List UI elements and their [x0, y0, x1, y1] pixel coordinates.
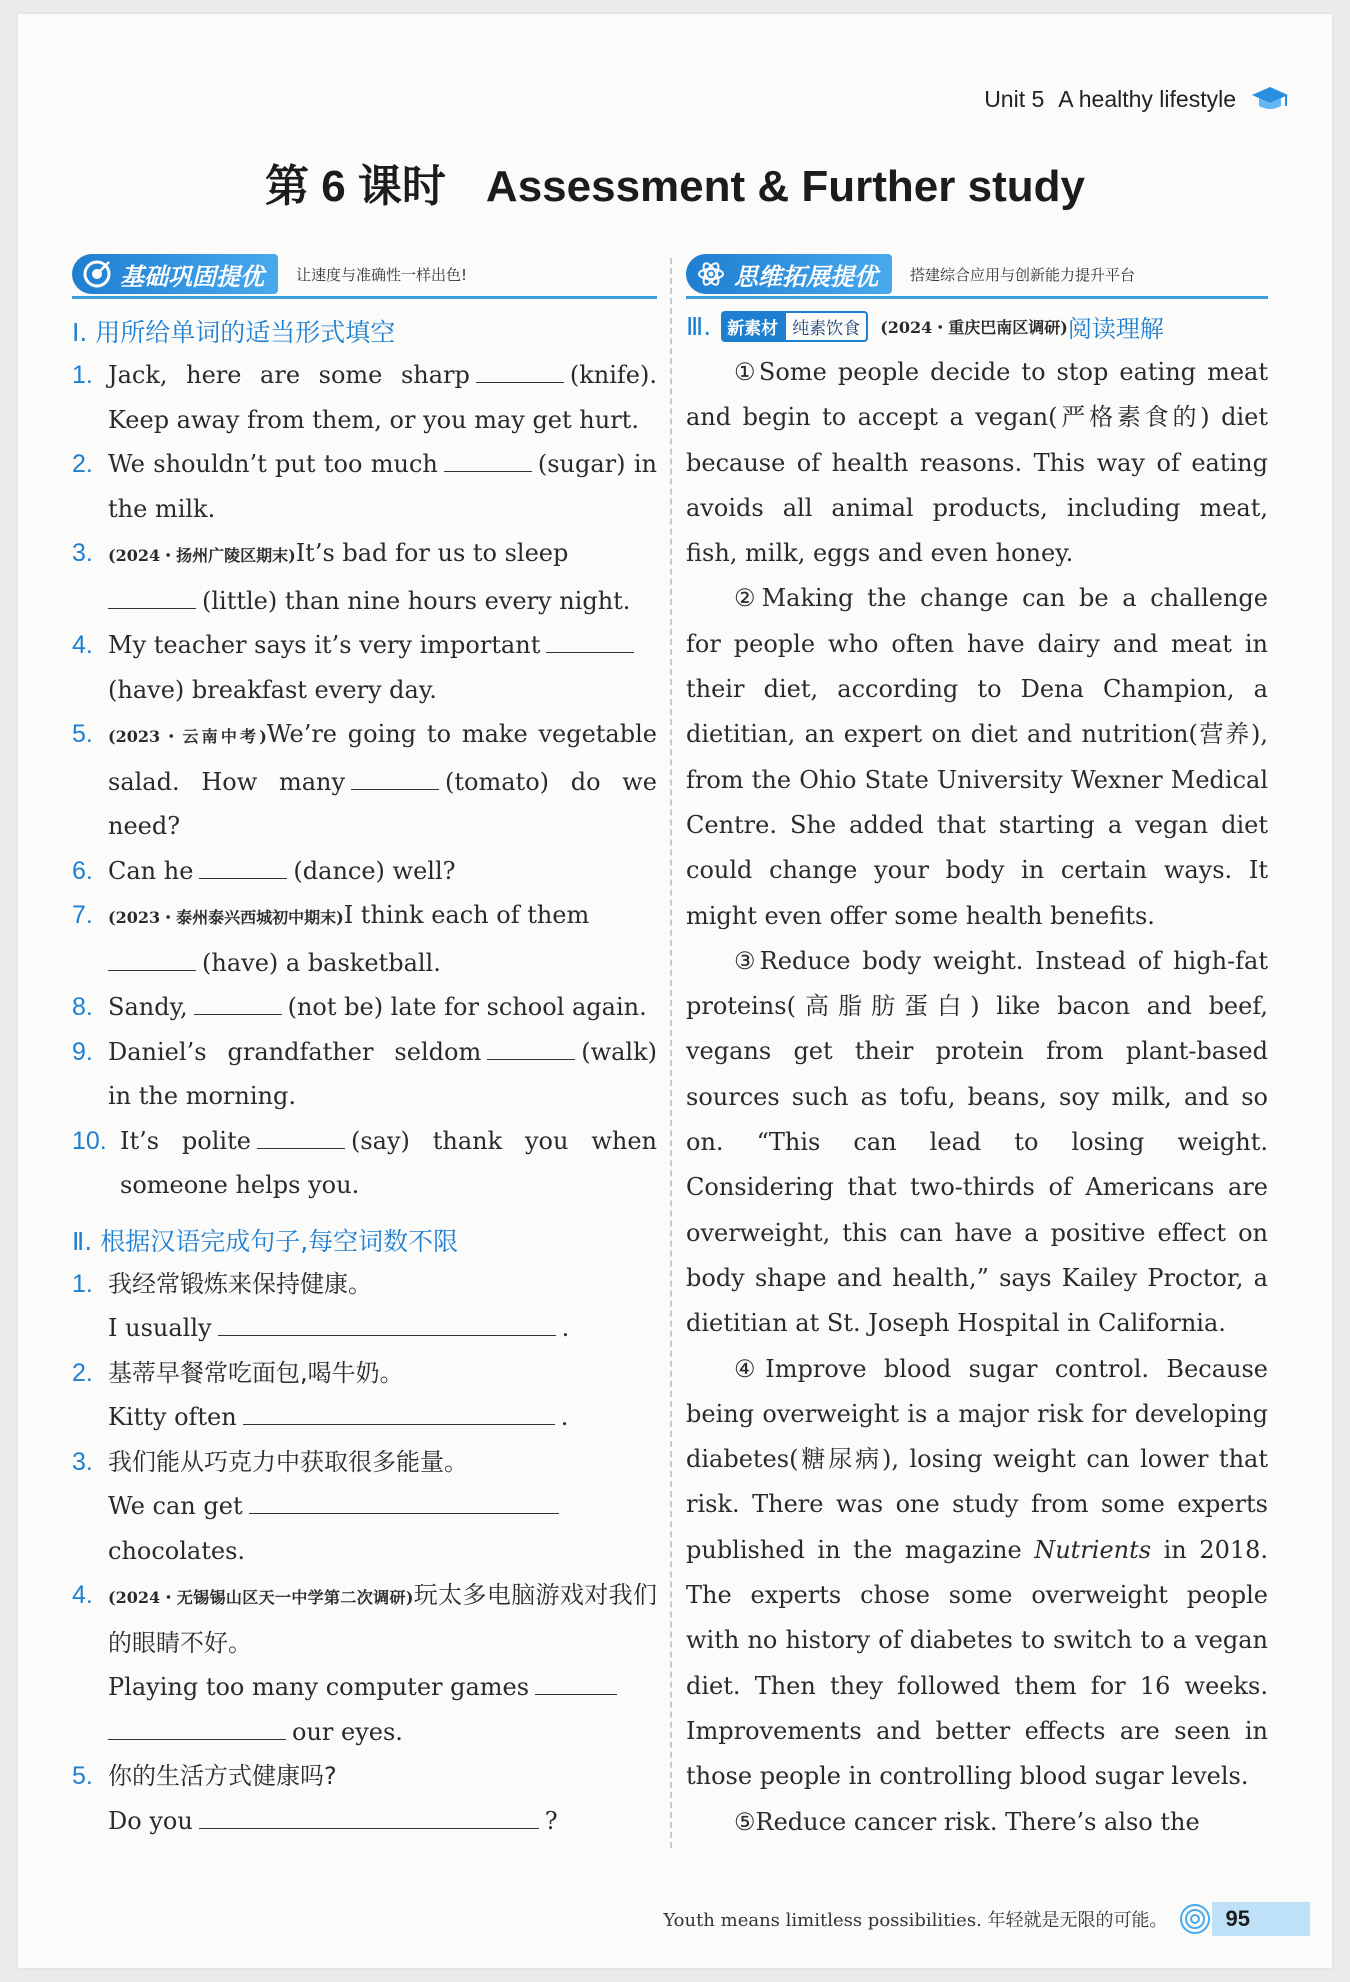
question-text: It’s bad for us to sleep [295, 539, 569, 567]
question-text: (say) thank you when someone helps you. [120, 1126, 657, 1199]
question-3 [72, 531, 657, 623]
reading-heading [686, 309, 1268, 344]
question-text: It’s polite [120, 1126, 251, 1155]
question-number: 1. [72, 1269, 93, 1298]
question-text: Playing too many computer games [108, 1673, 530, 1701]
answer-blank[interactable] [243, 1398, 555, 1425]
question-4 [72, 623, 657, 712]
question-text: We’re going to make vegetable salad. How many [108, 720, 657, 796]
question-text: our eyes. [292, 1717, 403, 1746]
question-number: 8. [72, 993, 93, 1021]
question-text: (walk) in the morning. [108, 1037, 657, 1110]
question-number: 5. [72, 720, 93, 748]
paragraph-4-rest: in 2018. The experts chose some overweight people with no history of diabetes to switch to a vegan diet. Then they followed them for 16 weeks. Improvements and better effects are seen in those people in controlling blood sugar levels. [686, 1535, 1269, 1791]
question-text: (not be) late for school again. [287, 993, 647, 1021]
question-text: (little) than nine hours every night. [202, 586, 631, 615]
section-2-heading: Ⅱ. 根据汉语完成句子,每空词数不限 [72, 1226, 459, 1256]
question-1 [72, 353, 657, 442]
answer-blank[interactable] [476, 356, 564, 383]
page-number: 95 [1212, 1902, 1310, 1936]
answer-blank[interactable] [108, 582, 196, 609]
answer-blank[interactable] [218, 1309, 556, 1336]
question-number: 4. [72, 1581, 93, 1609]
right-column [686, 252, 1268, 1845]
section-1-heading: Ⅰ. 用所给单词的适当形式填空 [72, 318, 396, 347]
question-number: 2. [72, 1358, 93, 1387]
page-number-box [1178, 1902, 1310, 1936]
question-text: . [561, 1314, 570, 1342]
question-5 [72, 712, 657, 849]
question-text: Sandy, [108, 993, 188, 1021]
question-text: (dance) well? [293, 856, 456, 885]
question-source: (2024・无锡锡山区天一中学第二次调研) [108, 1588, 414, 1607]
basic-badge-label: 基础巩固提优 [120, 262, 264, 291]
question-7 [72, 893, 657, 985]
answer-blank[interactable] [487, 1033, 575, 1060]
question-number: 3. [72, 1447, 93, 1476]
paragraph-3: ③Reduce body weight. Instead of high-fat proteins(高脂肪蛋白) like bacon and beef, vegans get their protein from plant-based sources such as tofu, beans, soy milk, and so on. “This can lead to losing weight. Considering that two-thirds of Americans are overweight, this can have a positive effect on body shape and health,” says Kailey Proctor, a dietitian at St. Joseph Hospital in California. [686, 946, 1268, 1338]
question-source: (2024・扬州广陵区期末) [108, 546, 296, 565]
question-2 [72, 442, 657, 531]
question-number: 7. [72, 901, 93, 929]
question-number: 1. [72, 361, 93, 389]
translation-2 [72, 1351, 657, 1440]
answer-blank[interactable] [199, 1802, 539, 1829]
answer-blank[interactable] [249, 1487, 559, 1514]
extension-section-banner [686, 252, 1268, 299]
question-source: (2023・云南中考) [108, 727, 267, 746]
answer-blank[interactable] [108, 944, 196, 971]
question-source: (2023・泰州泰兴西城初中期末) [108, 908, 344, 927]
new-material-tag: 新素材 [721, 311, 784, 342]
paragraph-4-text: ④Improve blood sugar control. Because being overweight is a major risk for developing diabetes(糖尿病), losing weight can lower that risk. There was one study from some experts published in the magazine [686, 1354, 1268, 1564]
question-text: ? [544, 1806, 558, 1835]
translation-5 [72, 1754, 657, 1843]
topic-tag: 纯素饮食 [784, 311, 868, 342]
lesson-number: 第 6 课时 [265, 162, 446, 211]
question-text: (have) a basketball. [202, 948, 441, 977]
paragraph-4 [686, 1347, 1268, 1800]
spiral-icon [1178, 1902, 1212, 1936]
target-icon [82, 259, 112, 289]
answer-blank[interactable] [351, 763, 439, 790]
extension-badge [686, 254, 892, 294]
page-footer [663, 1902, 1310, 1936]
column-divider [670, 258, 672, 1848]
chinese-prompt: 我们能从巧克力中获取很多能量。 [108, 1447, 468, 1476]
paragraph-5: ⑤Reduce cancer risk. There’s also the [734, 1807, 1200, 1836]
question-text: (sugar) in the milk. [108, 450, 657, 523]
chinese-prompt: 基蒂早餐常吃面包,喝牛奶。 [108, 1358, 404, 1387]
question-text: I think each of them [343, 901, 590, 929]
reading-source: (2024・重庆巴南区调研) [880, 318, 1068, 337]
question-text: chocolates. [108, 1536, 246, 1565]
lesson-name: Assessment & Further study [485, 162, 1085, 211]
left-column [72, 252, 657, 1843]
reading-type: 阅读理解 [1067, 315, 1164, 343]
footer-motto: Youth means limitless possibilities. 年轻就是无限的可能。 [663, 1910, 1168, 1931]
question-text: Daniel’s grandfather seldom [108, 1037, 482, 1066]
answer-blank[interactable] [546, 626, 634, 653]
paragraph-1: ①Some people decide to stop eating meat and begin to accept a vegan(严格素食的) diet because of health reasons. This way of eating avoids all animal products, including meat, fish, milk, eggs and even honey. [686, 358, 1268, 568]
question-number: 4. [72, 631, 93, 659]
question-number: 10. [72, 1126, 107, 1155]
question-text: Do you [108, 1806, 193, 1835]
question-number: 6. [72, 856, 93, 885]
question-9 [72, 1030, 657, 1119]
question-text: Kitty often [108, 1403, 237, 1431]
magazine-name: Nutrients [1034, 1535, 1152, 1564]
chinese-prompt: 我经常锻炼来保持健康。 [108, 1269, 372, 1298]
answer-blank[interactable] [194, 988, 282, 1015]
question-text: My teacher says it’s very important [108, 631, 541, 659]
paragraph-2: ②Making the change can be a challenge for people who often have dairy and meat in their diet, according to Dena Champion, a dietitian, an expert on diet and nutrition(营养), from the Ohio State University Wexner Medical Centre. She added that starting a vegan diet could change your body in certain ways. It might even offer some health benefits. [686, 584, 1268, 930]
lesson-title [0, 150, 1350, 214]
question-6 [72, 849, 657, 894]
question-number: 2. [72, 450, 93, 478]
answer-blank[interactable] [199, 852, 287, 879]
translation-4 [72, 1573, 657, 1754]
question-text: We can get [108, 1492, 243, 1520]
basic-banner-subtitle: 让速度与准确性一样出色! [296, 265, 468, 284]
question-text: (tomato) do we need? [108, 767, 657, 840]
question-number: 3. [72, 539, 93, 567]
graduation-cap-icon [1250, 84, 1290, 114]
unit-number: Unit 5 [984, 85, 1045, 112]
section-3-number: Ⅲ. [686, 312, 712, 341]
translation-1 [72, 1262, 657, 1351]
chinese-prompt: 玩太多电脑游戏对我们的眼睛不好。 [108, 1581, 657, 1657]
basic-section-banner [72, 252, 657, 299]
question-8 [72, 985, 657, 1030]
question-text: (knife). Keep away from them, or you may get hurt. [108, 361, 657, 434]
question-text: We shouldn’t put too much [108, 450, 438, 478]
unit-title: A healthy lifestyle [1058, 85, 1236, 112]
question-text: . [560, 1403, 569, 1431]
answer-blank[interactable] [257, 1122, 345, 1149]
question-text: (have) breakfast every day. [108, 675, 437, 704]
reading-passage [686, 350, 1268, 1845]
question-number: 9. [72, 1037, 93, 1066]
extension-badge-label: 思维拓展提优 [734, 262, 878, 291]
question-number: 5. [72, 1762, 93, 1790]
chinese-prompt: 你的生活方式健康吗? [108, 1762, 337, 1790]
answer-blank[interactable] [108, 1713, 286, 1740]
question-10 [72, 1119, 657, 1208]
answer-blank[interactable] [444, 445, 532, 472]
basic-badge [72, 254, 278, 294]
question-text: I usually [108, 1314, 212, 1342]
translation-3 [72, 1440, 657, 1574]
question-text: Can he [108, 856, 194, 885]
extension-banner-subtitle: 搭建综合应用与创新能力提升平台 [910, 265, 1136, 284]
unit-header [984, 84, 1290, 114]
question-text: Jack, here are some sharp [108, 361, 470, 389]
answer-blank[interactable] [535, 1668, 617, 1695]
atom-icon [696, 259, 726, 289]
